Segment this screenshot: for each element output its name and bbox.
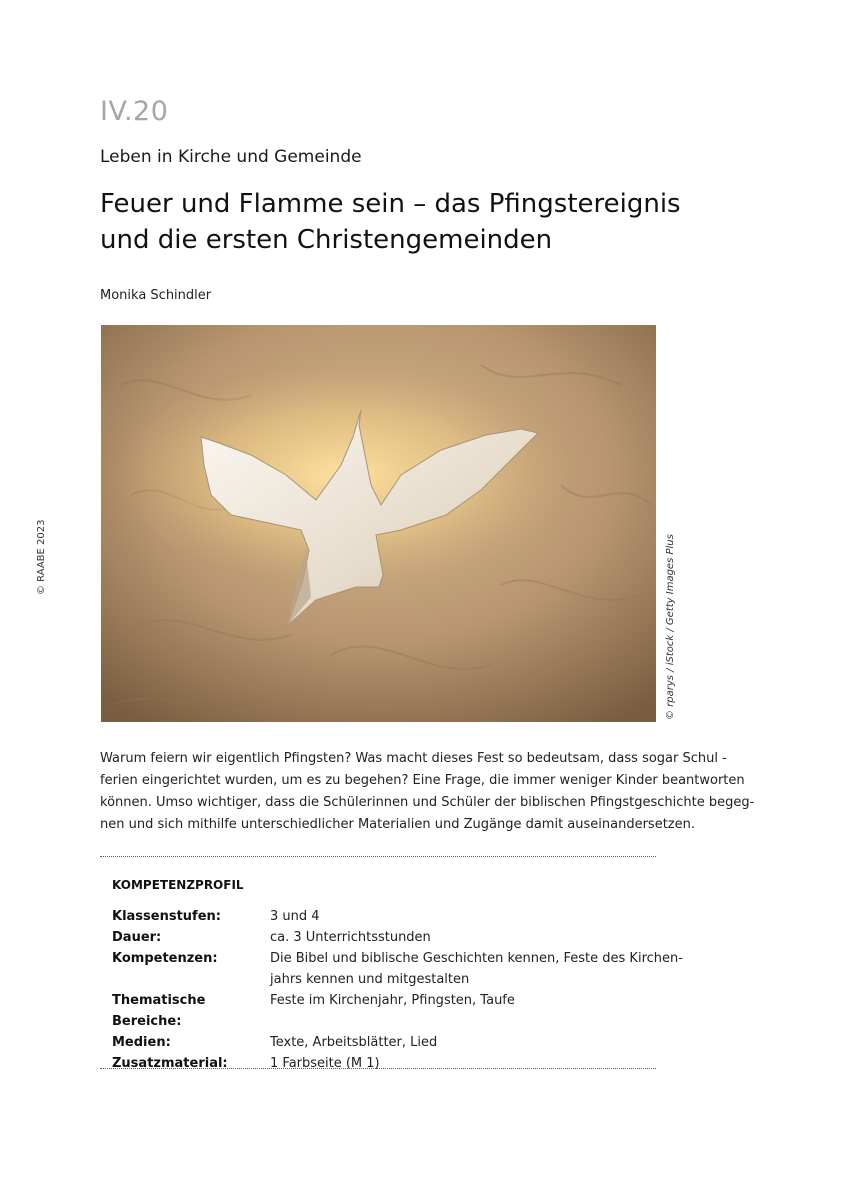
divider-bottom — [100, 1068, 656, 1069]
hero-photo-svg — [101, 325, 656, 722]
profile-value — [270, 1032, 437, 1053]
photo-credit: © rparys / iStock / Getty Images Plus — [665, 534, 676, 720]
profile-label: Thematische Bereiche: — [112, 993, 206, 1029]
divider-top — [100, 856, 656, 857]
intro-paragraph — [100, 748, 755, 836]
profile-value-line: Feste im Kirchenjahr, Pfingsten, Taufe — [270, 993, 515, 1008]
author-name: Monika Schindler — [100, 288, 212, 303]
profile-value-line: 3 und 4 — [270, 909, 320, 924]
profile-value — [270, 927, 431, 948]
profile-row — [112, 906, 652, 927]
intro-line: ferien eingerichtet wurden, um es zu begehen? Eine Frage, die immer weniger Kinder beantworten — [100, 773, 745, 788]
profile-value-line: ca. 3 Unterrichtsstunden — [270, 930, 431, 945]
title-line: Feuer und Flamme sein – das Pfingstereignis — [100, 189, 681, 219]
competence-profile — [112, 906, 683, 1074]
profile-label: Kompetenzen: — [112, 951, 218, 966]
profile-heading: KOMPETENZPROFIL — [112, 878, 244, 892]
profile-value-line: Texte, Arbeitsblätter, Lied — [270, 1035, 438, 1050]
profile-row — [112, 990, 652, 1032]
profile-value — [270, 948, 683, 990]
profile-row — [112, 927, 652, 948]
intro-line: nen und sich mithilfe unterschiedlicher Materialien und Zugänge damit auseinandersetzen. — [100, 817, 695, 832]
profile-value — [270, 906, 320, 927]
profile-label: Medien: — [112, 1035, 171, 1050]
intro-line: können. Umso wichtiger, dass die Schülerinnen und Schüler der biblischen Pfingstgeschichte begeg- — [100, 795, 755, 810]
profile-row — [112, 1053, 652, 1074]
side-copyright: © RAABE 2023 — [36, 519, 47, 595]
profile-value-line: 1 Farbseite (M 1) — [270, 1056, 380, 1071]
section-number: IV.20 — [100, 96, 169, 127]
profile-label: Klassenstufen: — [112, 909, 221, 924]
category-heading: Leben in Kirche und Gemeinde — [100, 147, 362, 167]
profile-value — [270, 1053, 380, 1074]
hero-photo — [101, 325, 656, 722]
profile-value-line: jahrs kennen und mitgestalten — [270, 972, 470, 987]
page-title — [100, 186, 681, 258]
profile-label: Zusatzmaterial: — [112, 1056, 228, 1071]
profile-value-line: Die Bibel und biblische Geschichten kennen, Feste des Kirchen- — [270, 951, 683, 966]
profile-row — [112, 1032, 652, 1053]
title-line: und die ersten Christengemeinden — [100, 225, 553, 255]
profile-row — [112, 948, 683, 990]
profile-value — [270, 990, 515, 1032]
intro-line: Warum feiern wir eigentlich Pfingsten? Was macht dieses Fest so bedeutsam, dass sogar Schul - — [100, 751, 727, 766]
profile-label: Dauer: — [112, 930, 162, 945]
